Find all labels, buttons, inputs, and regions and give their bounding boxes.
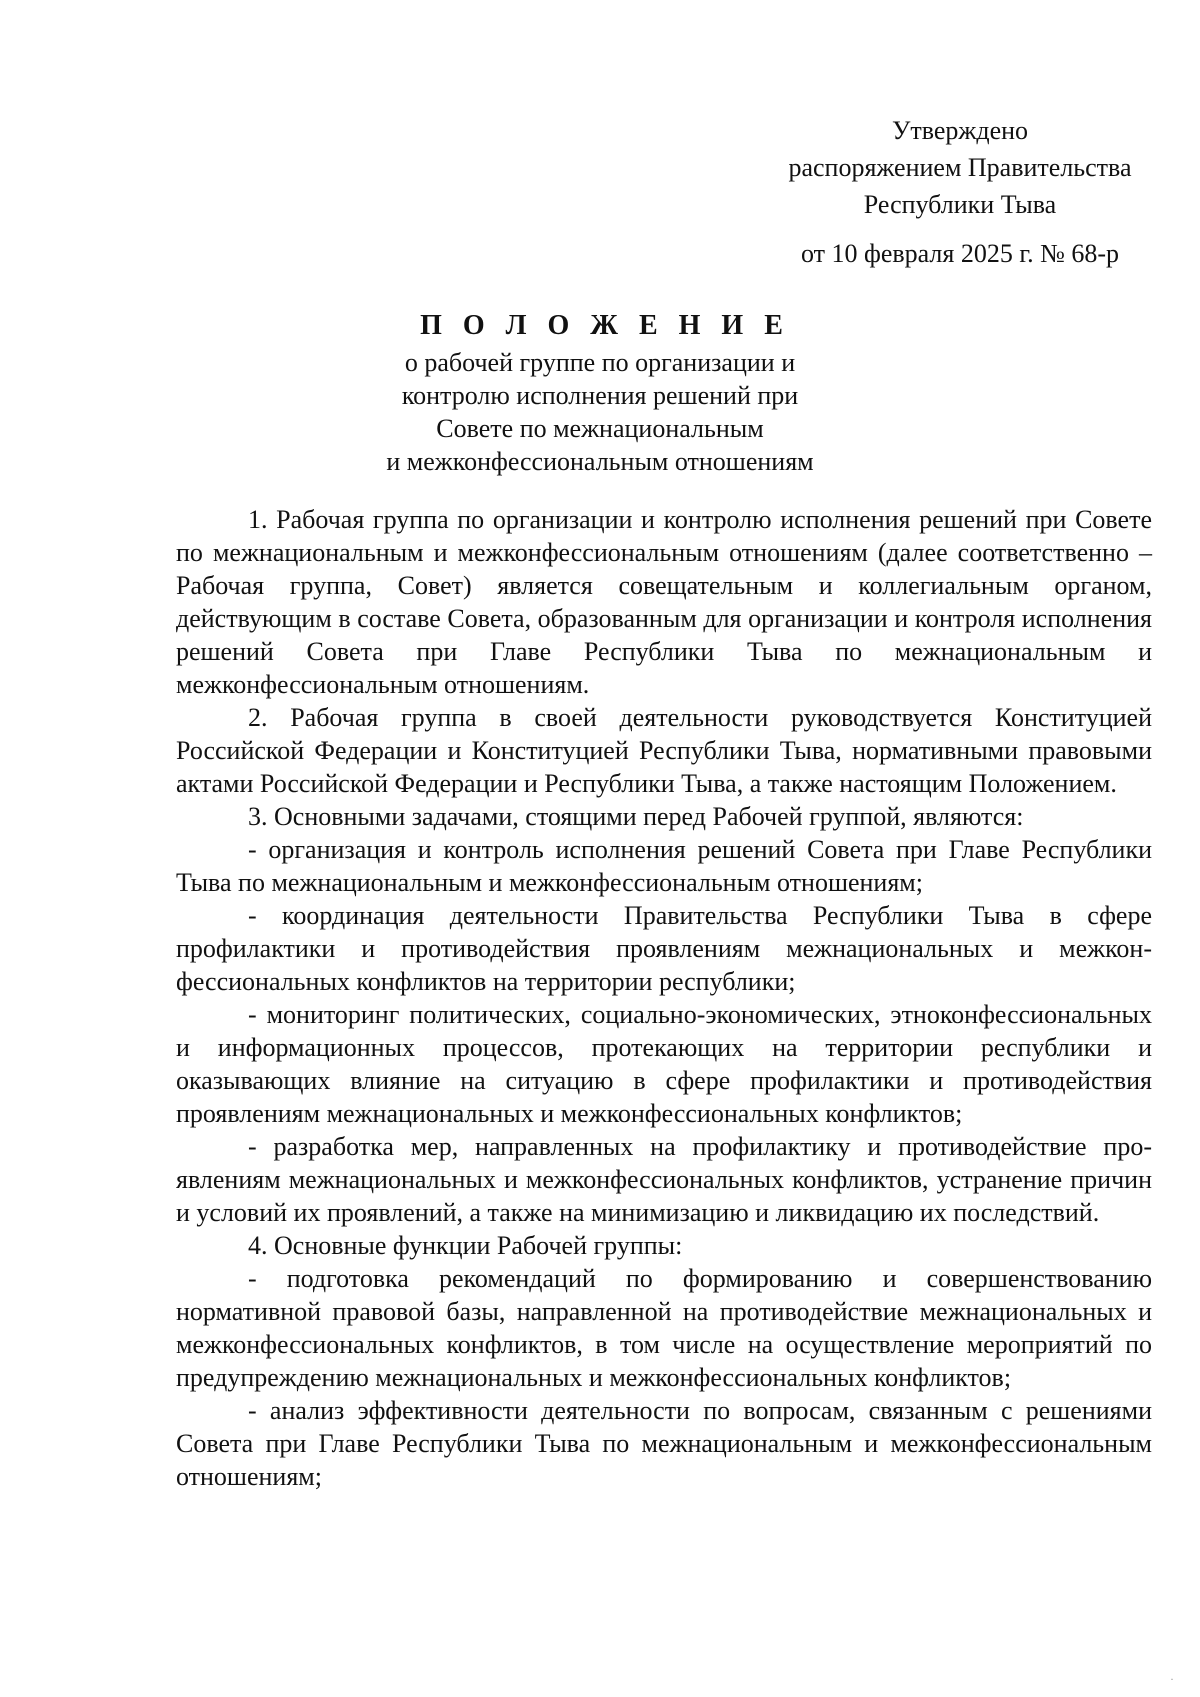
task-item: - разработка мер, направленных на профилактику и противодействие проявлениям межнациональных и межконфессиональных конфликтов, устранение причин и условий их проявлений, а также на минимизацию и ликвидацию их последствий. bbox=[176, 1132, 1152, 1227]
document-subtitle-line: и межконфессиональным отношениям bbox=[386, 447, 814, 476]
approval-stamp bbox=[760, 112, 1160, 272]
document-body bbox=[176, 503, 1152, 1493]
document-title-block bbox=[0, 306, 1200, 478]
document-subtitle-line: о рабочей группе по организации и bbox=[404, 348, 796, 377]
approval-region: Республики Тыва bbox=[863, 190, 1057, 219]
task-item: - организация и контроль исполнения решений Совета при Главе Республики Тыва по межнациональным и межконфессиональным отношениям; bbox=[176, 835, 1152, 897]
approval-date: от 10 февраля 2025 г. № 68-р bbox=[800, 239, 1120, 268]
document-subtitle-line: Совете по межнациональным bbox=[436, 414, 764, 443]
paragraph-4: 4. Основные функции Рабочей группы: bbox=[248, 1231, 683, 1260]
approval-authority: распоряжением Правительства bbox=[788, 153, 1132, 182]
task-item: - мониторинг политических, социально-экономических, этноконфессиональных и информационных процессов, протекающих на территории республики и оказывающих влияние на ситуацию в сфере профилактики и противодействия проявлениям межнациональных и межконфессиональных конфликтов; bbox=[176, 1000, 1152, 1128]
paragraph-2: 2. Рабочая группа в своей деятельности руководствуется Конституцией Российской Федерации и Конституцией Республики Тыва, нормативными правовыми актами Российской Федерации и Республики Тыва, а также настоящим Положением. bbox=[176, 703, 1152, 798]
scan-mark: · bbox=[1170, 1672, 1174, 1686]
paragraph-3: 3. Основными задачами, стоящими перед Рабочей группой, являются: bbox=[248, 802, 1024, 831]
task-item: - координация деятельности Правительства Республики Тыва в сфере профилактики и противодействия проявлениям межнациональных и межконфессиональных конфликтов на территории республики; bbox=[176, 901, 1152, 996]
function-item: - анализ эффективности деятельности по вопросам, связанным с решениями Совета при Главе Республики Тыва по межнациональным и межконфессиональным отношениям; bbox=[176, 1396, 1152, 1491]
paragraph-1: 1. Рабочая группа по организации и контролю исполнения решений при Совете по межнациональным и межконфессиональным отношениям (далее соответственно – Рабочая группа, Совет) является совещательным и коллегиальным органом, действующим в составе Совета, образованным для организации и контроля исполнения решений Совета при Главе Республики Тыва по межнациональным и межконфессиональным отношениям. bbox=[176, 505, 1152, 699]
document-subtitle-line: контролю исполнения решений при bbox=[401, 381, 799, 410]
document-title: П О Л О Ж Е Н И Е bbox=[420, 310, 790, 341]
approval-label: Утверждено bbox=[891, 116, 1029, 145]
function-item: - подготовка рекомендаций по формированию и совершенствованию нормативной правовой базы, направленной на противодействие межнациональных и межконфессиональных конфликтов, в том числе на осуществление мероприятий по предупреждению межнациональных и межконфессиональных конфликтов; bbox=[176, 1264, 1152, 1392]
